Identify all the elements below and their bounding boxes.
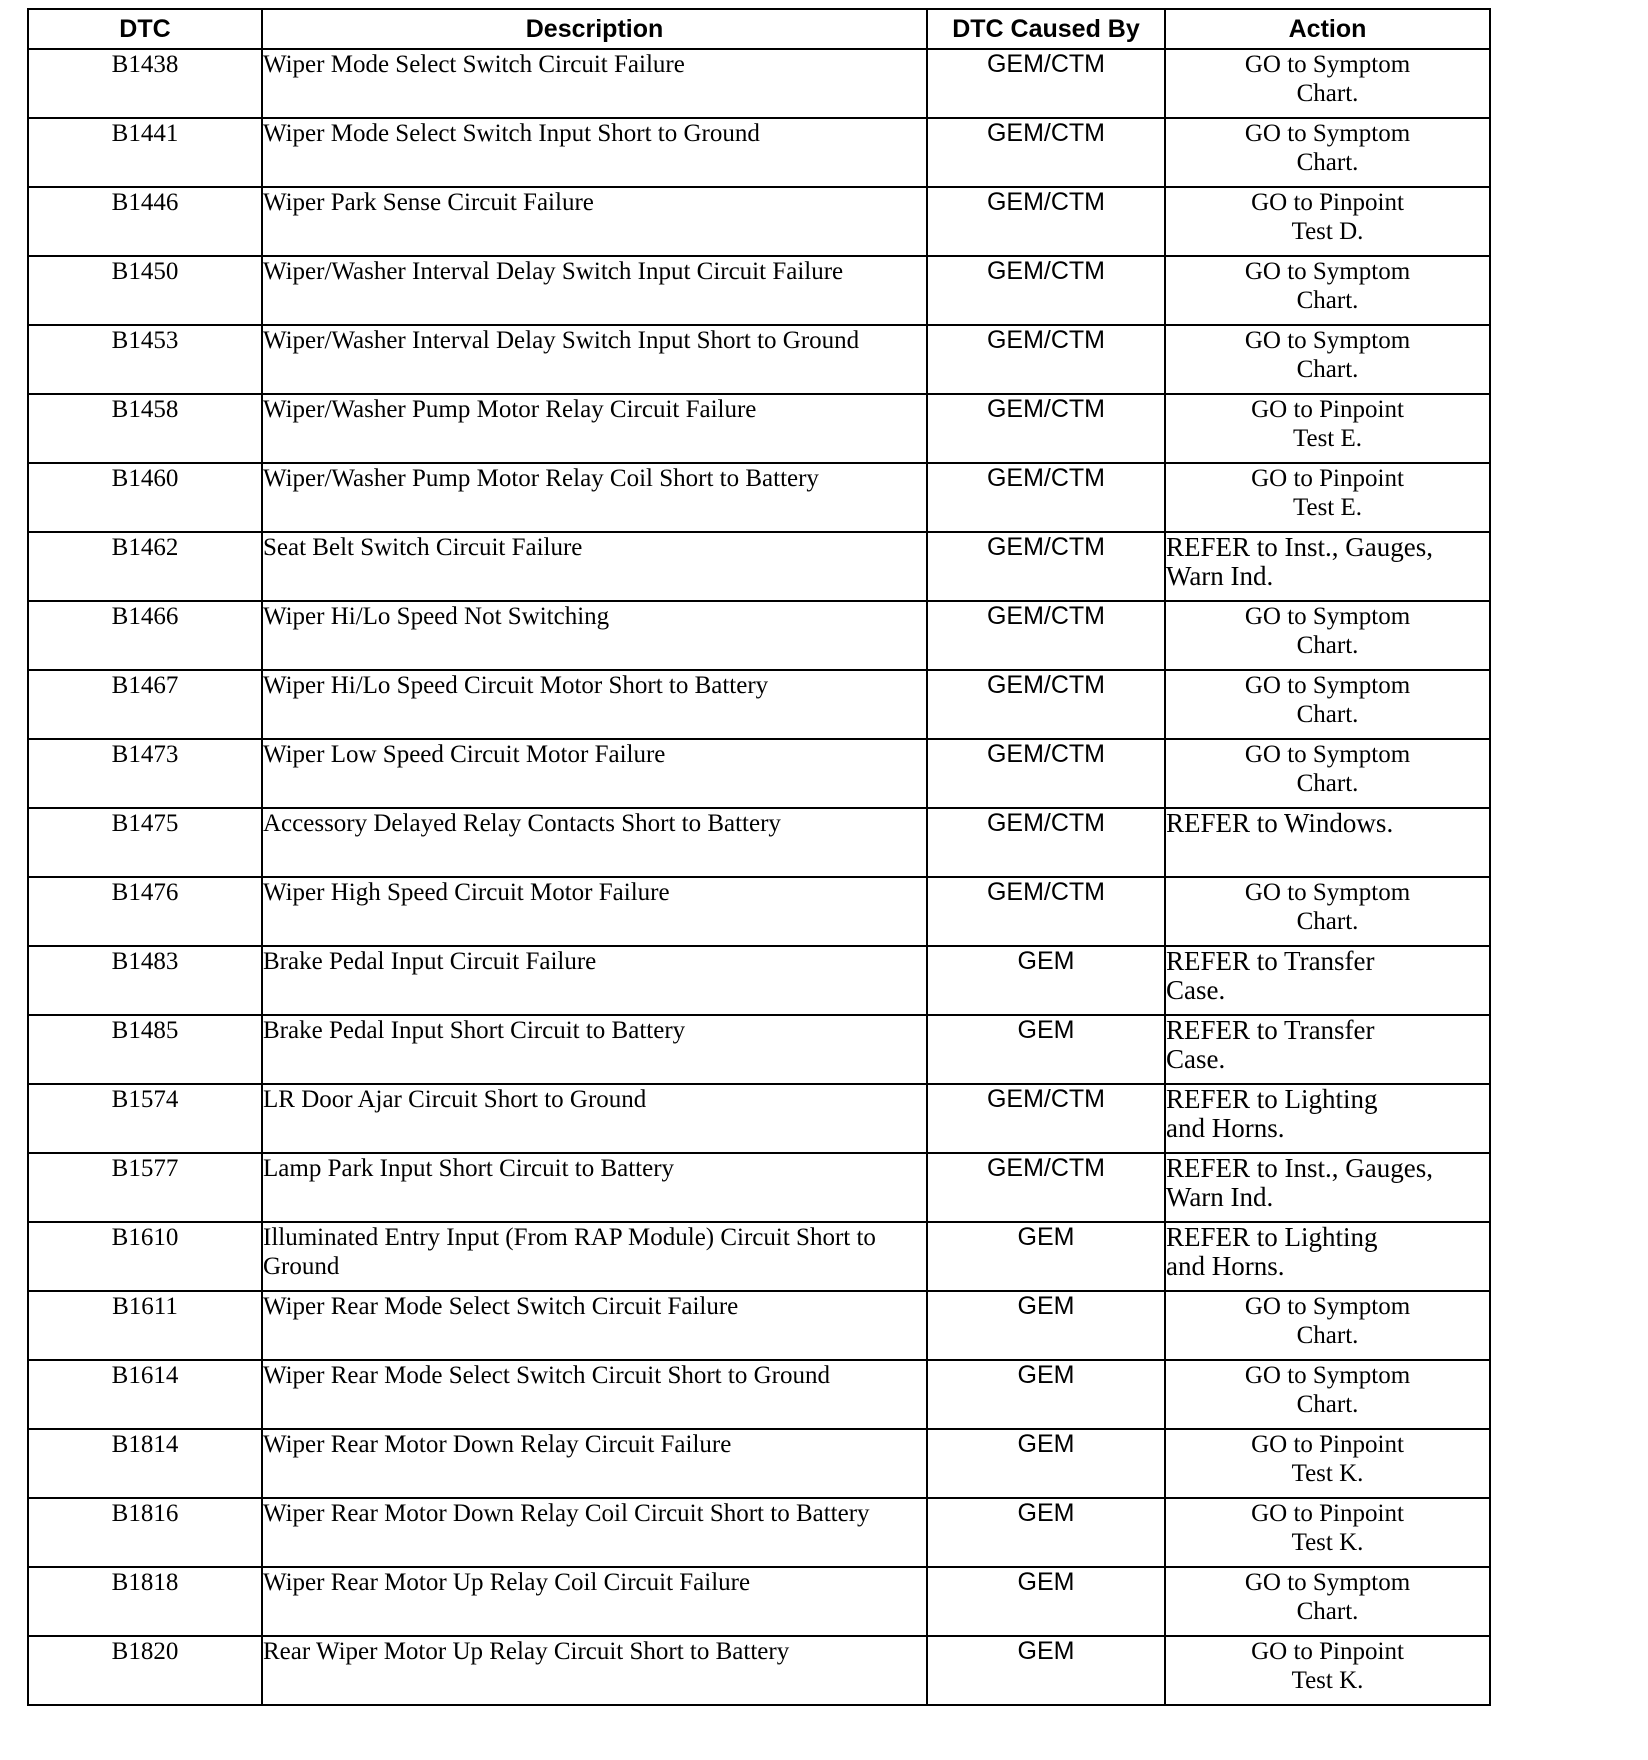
- action-line: Test K.: [1291, 1460, 1364, 1487]
- caused-by-cell: GEM/CTM: [927, 670, 1165, 739]
- dtc-cell: B1574: [28, 1084, 262, 1153]
- caused-by-cell: GEM/CTM: [927, 532, 1165, 601]
- action-line: Chart.: [1296, 701, 1359, 728]
- action-cell: [1165, 118, 1490, 187]
- action-line: Chart.: [1296, 287, 1359, 314]
- action-line: Test E.: [1292, 494, 1363, 521]
- action-line: and Horns.: [1166, 1251, 1285, 1281]
- caused-by-cell: GEM: [927, 1222, 1165, 1291]
- action-cell: [1165, 1636, 1490, 1705]
- dtc-cell: B1476: [28, 877, 262, 946]
- action-cell: [1165, 946, 1490, 1015]
- action-line: GO to Symptom: [1244, 1293, 1411, 1320]
- action-line: Test E.: [1292, 425, 1363, 452]
- table-row: [28, 670, 1490, 739]
- action-cell: [1165, 808, 1490, 877]
- description-cell: Accessory Delayed Relay Contacts Short to Battery: [262, 808, 927, 877]
- caused-by-cell: GEM/CTM: [927, 49, 1165, 118]
- action-cell: [1165, 739, 1490, 808]
- action-line: Chart.: [1296, 149, 1359, 176]
- action-line: Chart.: [1296, 1322, 1359, 1349]
- dtc-cell: B1611: [28, 1291, 262, 1360]
- description-cell: Wiper Low Speed Circuit Motor Failure: [262, 739, 927, 808]
- table-row: [28, 601, 1490, 670]
- dtc-cell: B1458: [28, 394, 262, 463]
- action-line: Chart.: [1296, 356, 1359, 383]
- table-body: [28, 49, 1490, 1705]
- action-line: GO to Symptom: [1244, 327, 1411, 354]
- description-cell: Wiper High Speed Circuit Motor Failure: [262, 877, 927, 946]
- dtc-cell: B1441: [28, 118, 262, 187]
- dtc-table: [27, 8, 1491, 1706]
- action-line: GO to Symptom: [1244, 1569, 1411, 1596]
- action-line: GO to Pinpoint: [1251, 189, 1404, 216]
- action-cell: [1165, 49, 1490, 118]
- action-line: REFER to Inst., Gauges,: [1166, 532, 1433, 562]
- action-line: Warn Ind.: [1166, 1182, 1274, 1212]
- action-cell: [1165, 601, 1490, 670]
- action-line: Chart.: [1296, 632, 1359, 659]
- dtc-cell: B1814: [28, 1429, 262, 1498]
- header-caused-by: DTC Caused By: [927, 9, 1165, 49]
- table-row: [28, 325, 1490, 394]
- action-line: GO to Symptom: [1244, 258, 1411, 285]
- caused-by-cell: GEM/CTM: [927, 1084, 1165, 1153]
- action-line: GO to Symptom: [1244, 1362, 1411, 1389]
- action-line: Chart.: [1296, 1391, 1359, 1418]
- action-cell: [1165, 394, 1490, 463]
- dtc-cell: B1462: [28, 532, 262, 601]
- caused-by-cell: GEM: [927, 1498, 1165, 1567]
- table-row: [28, 1429, 1490, 1498]
- caused-by-cell: GEM/CTM: [927, 1153, 1165, 1222]
- description-cell: Wiper Mode Select Switch Input Short to Ground: [262, 118, 927, 187]
- action-cell: [1165, 256, 1490, 325]
- action-line: GO to Pinpoint: [1251, 396, 1404, 423]
- caused-by-cell: GEM/CTM: [927, 187, 1165, 256]
- table-row: [28, 946, 1490, 1015]
- description-cell: Wiper/Washer Pump Motor Relay Circuit Failure: [262, 394, 927, 463]
- dtc-cell: B1460: [28, 463, 262, 532]
- action-line: Case.: [1166, 1044, 1226, 1074]
- action-line: Test K.: [1291, 1667, 1364, 1694]
- action-cell: [1165, 325, 1490, 394]
- description-cell: LR Door Ajar Circuit Short to Ground: [262, 1084, 927, 1153]
- description-cell: Brake Pedal Input Circuit Failure: [262, 946, 927, 1015]
- description-cell: Wiper Rear Motor Up Relay Coil Circuit Failure: [262, 1567, 927, 1636]
- caused-by-cell: GEM/CTM: [927, 877, 1165, 946]
- table-row: [28, 118, 1490, 187]
- dtc-cell: B1820: [28, 1636, 262, 1705]
- action-line: GO to Symptom: [1244, 672, 1411, 699]
- header-row: [28, 9, 1490, 49]
- caused-by-cell: GEM/CTM: [927, 325, 1165, 394]
- description-cell: Wiper Rear Mode Select Switch Circuit Short to Ground: [262, 1360, 927, 1429]
- description-cell: Wiper/Washer Interval Delay Switch Input Circuit Failure: [262, 256, 927, 325]
- action-cell: [1165, 1567, 1490, 1636]
- action-line: GO to Pinpoint: [1251, 465, 1404, 492]
- table-row: [28, 1222, 1490, 1291]
- dtc-cell: B1450: [28, 256, 262, 325]
- action-line: GO to Pinpoint: [1251, 1500, 1404, 1527]
- caused-by-cell: GEM/CTM: [927, 256, 1165, 325]
- dtc-cell: B1818: [28, 1567, 262, 1636]
- action-line: Case.: [1166, 975, 1226, 1005]
- action-line: REFER to Inst., Gauges,: [1166, 1153, 1433, 1183]
- dtc-cell: B1438: [28, 49, 262, 118]
- action-line: REFER to Lighting: [1166, 1084, 1378, 1114]
- table-row: [28, 808, 1490, 877]
- table-row: [28, 1015, 1490, 1084]
- table-row: [28, 1360, 1490, 1429]
- table-row: [28, 1636, 1490, 1705]
- table-row: [28, 1567, 1490, 1636]
- dtc-cell: B1453: [28, 325, 262, 394]
- action-line: Test D.: [1291, 218, 1364, 245]
- action-cell: [1165, 463, 1490, 532]
- description-cell: Wiper Hi/Lo Speed Circuit Motor Short to Battery: [262, 670, 927, 739]
- caused-by-cell: GEM: [927, 946, 1165, 1015]
- table-row: [28, 187, 1490, 256]
- description-cell: Wiper/Washer Pump Motor Relay Coil Short to Battery: [262, 463, 927, 532]
- caused-by-cell: GEM: [927, 1636, 1165, 1705]
- action-line: GO to Pinpoint: [1251, 1431, 1404, 1458]
- table-row: [28, 1084, 1490, 1153]
- action-line: Chart.: [1296, 908, 1359, 935]
- action-line: GO to Symptom: [1244, 603, 1411, 630]
- dtc-cell: B1475: [28, 808, 262, 877]
- table-row: [28, 394, 1490, 463]
- action-line: GO to Pinpoint: [1251, 1638, 1404, 1665]
- dtc-cell: B1577: [28, 1153, 262, 1222]
- action-line: REFER to Transfer: [1166, 1015, 1375, 1045]
- description-cell: Illuminated Entry Input (From RAP Module) Circuit Short to Ground: [262, 1222, 927, 1291]
- caused-by-cell: GEM/CTM: [927, 808, 1165, 877]
- header-description: Description: [262, 9, 927, 49]
- action-cell: [1165, 1015, 1490, 1084]
- action-line: REFER to Transfer: [1166, 946, 1375, 976]
- action-cell: [1165, 187, 1490, 256]
- action-cell: [1165, 1153, 1490, 1222]
- action-line: GO to Symptom: [1244, 741, 1411, 768]
- caused-by-cell: GEM: [927, 1567, 1165, 1636]
- action-cell: [1165, 877, 1490, 946]
- action-line: Test K.: [1291, 1529, 1364, 1556]
- caused-by-cell: GEM/CTM: [927, 118, 1165, 187]
- dtc-cell: B1614: [28, 1360, 262, 1429]
- action-line: REFER to Windows.: [1166, 808, 1394, 838]
- action-cell: [1165, 1291, 1490, 1360]
- caused-by-cell: GEM/CTM: [927, 739, 1165, 808]
- caused-by-cell: GEM: [927, 1015, 1165, 1084]
- description-cell: Wiper Park Sense Circuit Failure: [262, 187, 927, 256]
- action-cell: [1165, 1084, 1490, 1153]
- action-line: Chart.: [1296, 80, 1359, 107]
- dtc-cell: B1483: [28, 946, 262, 1015]
- caused-by-cell: GEM/CTM: [927, 463, 1165, 532]
- table-row: [28, 1291, 1490, 1360]
- caused-by-cell: GEM: [927, 1291, 1165, 1360]
- action-line: REFER to Lighting: [1166, 1222, 1378, 1252]
- description-cell: Rear Wiper Motor Up Relay Circuit Short to Battery: [262, 1636, 927, 1705]
- action-cell: [1165, 670, 1490, 739]
- caused-by-cell: GEM: [927, 1360, 1165, 1429]
- table-row: [28, 877, 1490, 946]
- description-cell: Wiper Hi/Lo Speed Not Switching: [262, 601, 927, 670]
- table-row: [28, 1153, 1490, 1222]
- caused-by-cell: GEM/CTM: [927, 601, 1165, 670]
- action-cell: [1165, 1498, 1490, 1567]
- description-cell: Wiper Rear Mode Select Switch Circuit Failure: [262, 1291, 927, 1360]
- dtc-cell: B1816: [28, 1498, 262, 1567]
- action-cell: [1165, 1360, 1490, 1429]
- table-row: [28, 532, 1490, 601]
- table-row: [28, 1498, 1490, 1567]
- action-line: GO to Symptom: [1244, 879, 1411, 906]
- action-line: and Horns.: [1166, 1113, 1285, 1143]
- action-line: GO to Symptom: [1244, 51, 1411, 78]
- caused-by-cell: GEM: [927, 1429, 1165, 1498]
- dtc-cell: B1473: [28, 739, 262, 808]
- description-cell: Wiper Mode Select Switch Circuit Failure: [262, 49, 927, 118]
- dtc-cell: B1446: [28, 187, 262, 256]
- description-cell: Brake Pedal Input Short Circuit to Battery: [262, 1015, 927, 1084]
- action-cell: [1165, 1222, 1490, 1291]
- table-row: [28, 739, 1490, 808]
- table-row: [28, 256, 1490, 325]
- action-line: Chart.: [1296, 1598, 1359, 1625]
- table-row: [28, 49, 1490, 118]
- action-line: Warn Ind.: [1166, 561, 1274, 591]
- action-line: GO to Symptom: [1244, 120, 1411, 147]
- description-cell: Wiper Rear Motor Down Relay Circuit Failure: [262, 1429, 927, 1498]
- action-cell: [1165, 1429, 1490, 1498]
- description-cell: Seat Belt Switch Circuit Failure: [262, 532, 927, 601]
- dtc-cell: B1485: [28, 1015, 262, 1084]
- dtc-cell: B1467: [28, 670, 262, 739]
- dtc-cell: B1610: [28, 1222, 262, 1291]
- action-cell: [1165, 532, 1490, 601]
- action-line: Chart.: [1296, 770, 1359, 797]
- header-action: Action: [1165, 9, 1490, 49]
- header-dtc: DTC: [28, 9, 262, 49]
- table-row: [28, 463, 1490, 532]
- description-cell: Wiper Rear Motor Down Relay Coil Circuit Short to Battery: [262, 1498, 927, 1567]
- description-cell: Wiper/Washer Interval Delay Switch Input Short to Ground: [262, 325, 927, 394]
- description-cell: Lamp Park Input Short Circuit to Battery: [262, 1153, 927, 1222]
- caused-by-cell: GEM/CTM: [927, 394, 1165, 463]
- dtc-cell: B1466: [28, 601, 262, 670]
